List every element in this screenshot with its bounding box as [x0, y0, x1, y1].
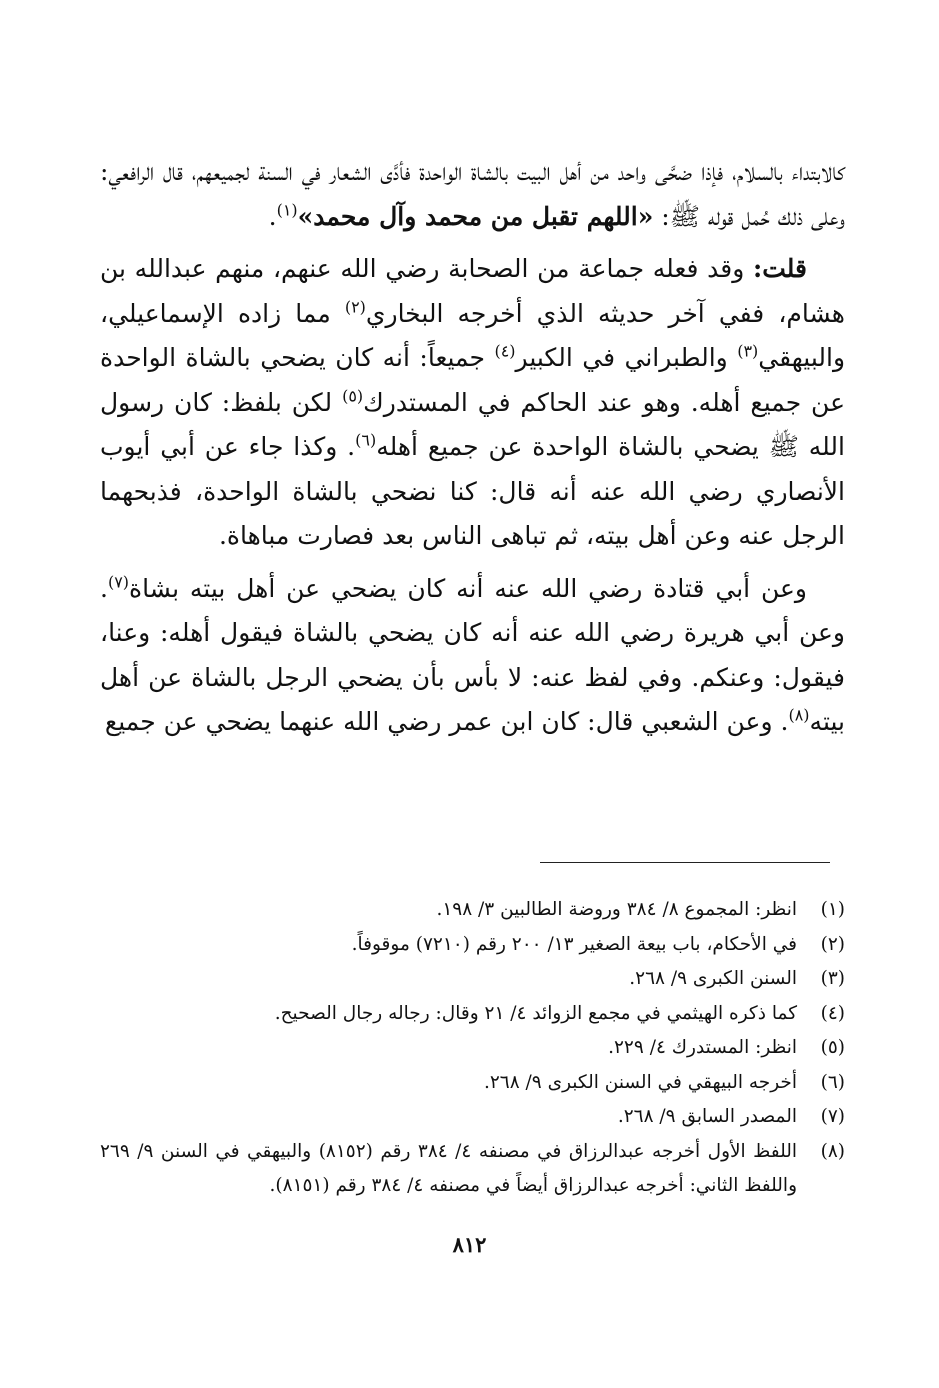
- paragraph-1-text: كالابتداء بالسلام، فإذا ضحَّى واحد من أهل البيت بالشاة الواحدة فأدَّى الشعار في السنة لجميعهم، قال الرافعي: وعلى ذلك حُمل قوله ﷺ:: [100, 157, 845, 231]
- quoted-supplication: «اللهم تقبل من محمد وآل محمد»: [297, 201, 654, 231]
- footnote-text: اللفظ الأول أخرجه عبدالرزاق في مصنفه ٤/ ٣٨٤ رقم (٨١٥٢) والبيهقي في السنن ٩/ ٢٦٩ واللفظ الثاني: أخرجه عبدالرزاق أيضاً في مصنفه ٤/ ٣٨٤ رقم (٨١٥١).: [100, 1140, 797, 1196]
- footnote-text: السنن الكبرى ٩/ ٢٦٨.: [629, 968, 797, 989]
- footnote-item: [100, 893, 845, 928]
- footnote-text: أخرجه البيهقي في السنن الكبرى ٩/ ٢٦٨.: [483, 1071, 797, 1093]
- footnote-text: كما ذكره الهيثمي في مجمع الزوائد ٤/ ٢١ وقال: رجاله رجال الصحيح.: [274, 1002, 797, 1024]
- footnote-item: [100, 1100, 845, 1135]
- footnote-ref-5: (٥): [342, 386, 364, 406]
- paragraph-1-end: .: [268, 201, 277, 231]
- footnote-number: (٣): [820, 968, 845, 989]
- paragraph-2-text-c: والطبراني في الكبير: [515, 343, 738, 372]
- footnote-ref-3: (٣): [737, 341, 759, 361]
- footnote-number: (٢): [820, 933, 845, 955]
- footnote-text: انظر: المجموع ٨/ ٣٨٤ وروضة الطالبين ٣/ ١٩٨.: [436, 899, 797, 920]
- footnote-number: (٧): [820, 1106, 845, 1127]
- footnote-ref-8: (٨): [788, 705, 810, 725]
- footnote-text: المصدر السابق ٩/ ٢٦٨.: [617, 1106, 797, 1127]
- footnote-item: [100, 997, 845, 1032]
- footnote-number: (٤): [820, 1002, 845, 1024]
- paragraph-3-text-c: . وعن الشعبي قال: كان ابن عمر رضي الله عنهما يضحي عن جميع: [104, 707, 789, 736]
- paragraph-2: [100, 247, 845, 559]
- paragraph-3: [100, 567, 845, 745]
- footnote-number: (٨): [820, 1140, 845, 1162]
- footnote-item: [100, 1135, 845, 1204]
- footnote-ref-7: (٧): [107, 572, 130, 592]
- qultu-lead: قلت:: [752, 254, 807, 283]
- paragraph-1: [100, 150, 845, 239]
- main-text: [100, 150, 845, 745]
- page-number: ٨١٢: [452, 1232, 487, 1257]
- footnote-text: في الأحكام، باب بيعة الصغير ١٣/ ٢٠٠ رقم (٧٢١٠) موقوفاً.: [351, 933, 797, 955]
- footnotes: [100, 893, 845, 1204]
- paragraph-2-text-e: لكن بلفظ: كان رسول الله ﷺ يضحي بالشاة الواحدة عن جميع أهله: [100, 387, 845, 461]
- footnote-item: [100, 928, 845, 963]
- footnote-item: [100, 1066, 845, 1101]
- paragraph-2-text-b: مما زاده الإسماعيلي، والبيهقي: [100, 298, 846, 372]
- footnote-ref-4: (٤): [494, 341, 516, 361]
- footnote-item: [100, 962, 845, 997]
- footnote-item: [100, 1031, 845, 1066]
- footnote-number: (٥): [820, 1037, 845, 1058]
- footnote-number: (١): [820, 899, 845, 920]
- paragraph-3-text-b: . وعن أبي هريرة رضي الله عنه أنه كان يضحي بالشاة فيقول أهله: وعنا، فيقول: وعنكم. وفي لفظ عنه: لا بأس بأن يضحي الرجل بالشاة عن أهل بيته: [100, 573, 845, 736]
- footnote-divider: [540, 862, 830, 863]
- paragraph-2-text-a: وقد فعله جماعة من الصحابة رضي الله عنهم، منهم عبدالله بن هشام، ففي آخر حديثه الذي أخرجه البخاري: [100, 254, 845, 328]
- paragraph-2-text-d: جميعاً: أنه كان يضحي بالشاة الواحدة عن جميع أهله. وهو عند الحاكم في المستدرك: [100, 343, 845, 417]
- footnote-ref-2: (٢): [344, 297, 366, 317]
- footnote-text: انظر: المستدرك ٤/ ٢٢٩.: [608, 1037, 797, 1058]
- paragraph-2-text-f: . وكذا جاء عن أبي أيوب الأنصاري رضي الله عنه أنه قال: كنا نضحي بالشاة الواحدة، فذبحهما الرجل عنه وعن أهل بيته، ثم تباهى الناس بعد فصارت مباهاة.: [100, 432, 845, 550]
- footnote-ref-6: (٦): [355, 430, 377, 450]
- footnote-ref-1: (١): [276, 200, 298, 220]
- footnote-number: (٦): [820, 1071, 845, 1093]
- paragraph-3-text-a: وعن أبي قتادة رضي الله عنه أنه كان يضحي عن أهل بيته بشاة: [129, 573, 807, 603]
